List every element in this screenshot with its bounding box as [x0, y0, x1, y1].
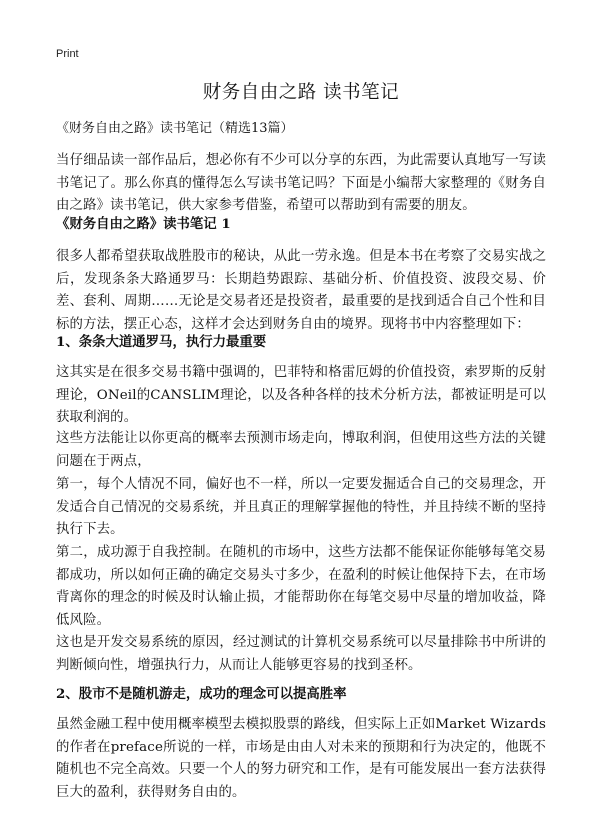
section1-paragraph-3: 第一，每个人情况不同，偏好也不一样，所以一定要发掘适合自己的交易理念，开发适合自己情况的交易系统，并且真正的理解掌握他的特性，并且持续不断的坚持执行下去。	[56, 477, 546, 537]
page-title: 财务自由之路 读书笔记	[202, 82, 400, 103]
print-link[interactable]: Print	[56, 48, 79, 60]
section1-paragraph-2: 这些方法能让以你更高的概率去预测市场走向，博取利润，但使用这些方法的关键问题在于两点，	[56, 431, 546, 469]
section2-heading: 2、股市不是随机游走，成功的理念可以提高胜率	[56, 686, 347, 702]
document-subtitle: 《财务自由之路》读书笔记（精选13篇）	[56, 121, 294, 136]
section2-paragraph-1: 虽然金融工程中使用概率模型去模拟股票的路线，但实际上正如Market Wizards的作者在preface所说的一样，市场是由由人对未来的预期和行为决定的，他既不随机也不完全高效。只要一个人的努力研究和工作，是有可能发展出一套方法获得巨大的盈利，获得财务自由的。	[56, 717, 546, 800]
section1-heading: 1、条条大道通罗马，执行力最重要	[56, 334, 267, 350]
section1-paragraph-5: 这也是开发交易系统的原因，经过测试的计算机交易系统可以尽量排除书中所讲的判断倾向性，增强执行力，从而让人能够更容易的找到圣杯。	[56, 635, 546, 673]
intro-paragraph: 当仔细品读一部作品后，想必你有不少可以分享的东西，为此需要认真地写一写读书笔记了。那么你真的懂得怎么写读书笔记吗？下面是小编帮大家整理的《财务自由之路》读书笔记，供大家参考借鉴，希望可以帮助到有需要的朋友。	[56, 153, 546, 213]
section1-paragraph-1: 这其实是在很多交易书籍中强调的，巴菲特和格雷厄姆的价值投资，索罗斯的反射理论，ONeil的CANSLIM理论，以及各种各样的技术分析方法，都被证明是可以获取利润的。	[56, 365, 546, 425]
note1-intro-paragraph: 很多人都希望获取战胜股市的秘诀，从此一劳永逸。但是本书在考察了交易实战之后，发现条条大路通罗马：长期趋势跟踪、基础分析、价值投资、波段交易、价差、套利、周期……无论是交易者还是投资者，最重要的是找到适合自己个性和目标的方法，摆正心态，这样才会达到财务自由的境界。现将书中内容整理如下：	[56, 249, 546, 332]
section1-paragraph-4: 第二，成功源于自我控制。在随机的市场中，这些方法都不能保证你能够每笔交易都成功，所以如何正确的确定交易头寸多少，在盈利的时候让他保持下去，在市场背离你的理念的时候及时认输止损，才能帮助你在每笔交易中尽量的增加收益，降低风险。	[56, 545, 546, 628]
note1-heading: 《财务自由之路》读书笔记 1	[56, 216, 231, 232]
